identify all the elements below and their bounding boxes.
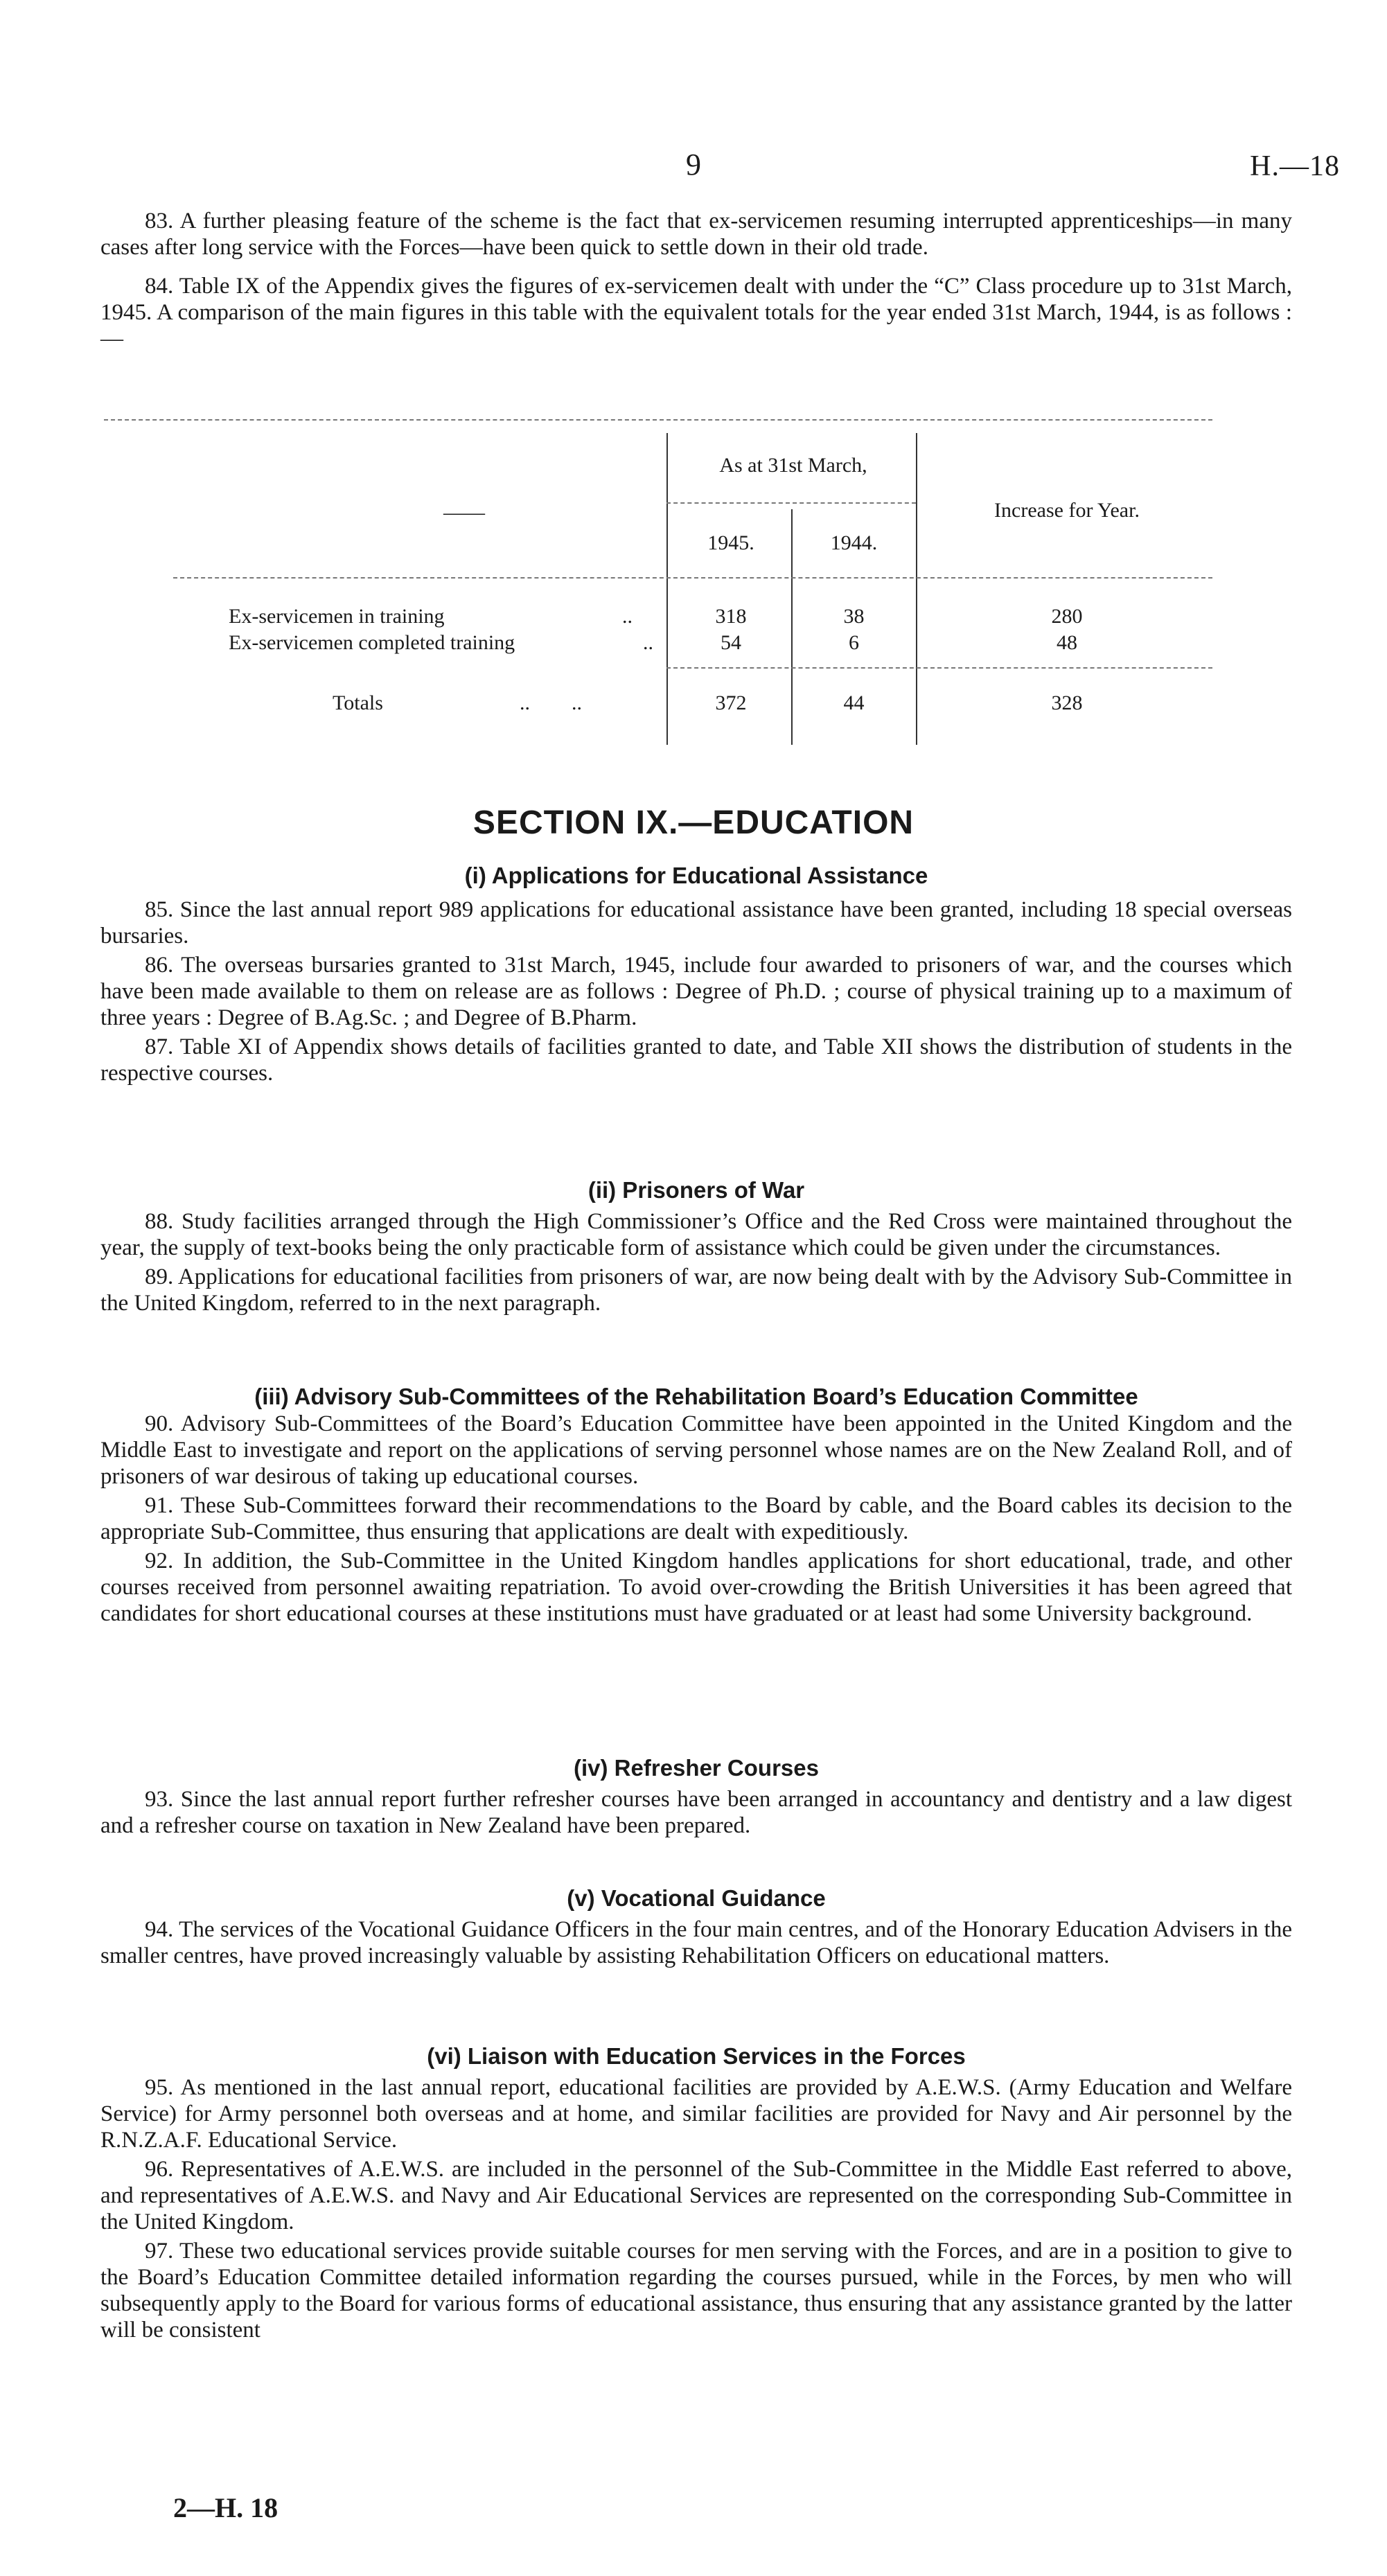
totals-1944: 44 <box>843 691 865 714</box>
cell-1945: 318 <box>715 605 747 628</box>
paragraph-93: 93. Since the last annual report further refresher courses have been arranged in accountancy and dentistry and a law digest and a refresher course on taxation in New Zealand have been prepared. <box>100 1787 1292 1838</box>
group-header: As at 31st March, <box>719 454 867 477</box>
paragraph-87: 87. Table XI of Appendix shows details of facilities granted to date, and Table XII shows the distribution of students in the respective courses. <box>100 1034 1292 1086</box>
totals-leader: .. .. <box>520 691 582 714</box>
subsection-heading: (iv) Refresher Courses <box>574 1755 819 1781</box>
subsection-liaison <box>100 2043 1292 2343</box>
cell-1945: 54 <box>721 631 741 654</box>
subsection-heading: (vi) Liaison with Education Services in the Forces <box>427 2043 966 2069</box>
stub-header: —— <box>443 501 485 524</box>
footer-signature: 2—H. 18 <box>173 2492 279 2523</box>
subsection-heading: (v) Vocational Guidance <box>567 1885 826 1911</box>
page-number: 9 <box>686 148 701 182</box>
col-header-increase: Increase for Year. <box>994 499 1140 522</box>
table-rule <box>666 433 668 745</box>
paragraph-85: 85. Since the last annual report 989 applications for educational assistance have been granted, including 18 special overseas bursaries. <box>100 897 1292 949</box>
paragraph-84: 84. Table IX of the Appendix gives the figures of ex-servicemen dealt with under the “C” Class procedure up to 31st March, 1945. A comparison of the main figures in this table with the equivalent totals for the year ended 31st March, 1944, is as follows :— <box>100 274 1292 351</box>
subsection-vocational-guidance <box>100 1885 1292 1969</box>
paragraph-83: 83. A further pleasing feature of the scheme is the fact that ex-servicemen resuming interrupted apprenticeships—in many cases after long service with the Forces—have been quick to settle down in their old trade. <box>100 209 1292 260</box>
paragraph-89: 89. Applications for educational facilities from prisoners of war, are now being dealt with by the Advisory Sub-Committee in the United Kingdom, referred to in the next paragraph. <box>100 1264 1292 1316</box>
paragraph-92: 92. In addition, the Sub-Committee in the United Kingdom handles applications for short educational, trade, and other courses received from personnel awaiting repatriation. To avoid over-crowding the British Universities it has been agreed that candidates for short educational courses at these institutions must have graduated or at least had some University background. <box>100 1549 1292 1626</box>
table-rule <box>104 419 1212 421</box>
subsection-heading: (ii) Prisoners of War <box>588 1177 805 1203</box>
row-leader: .. <box>622 605 633 628</box>
col-header-1945: 1945. <box>707 531 754 554</box>
row-leader: .. <box>643 631 653 654</box>
subsection-heading: (iii) Advisory Sub-Committees of the Rehabilitation Board’s Education Committee <box>254 1384 1138 1409</box>
paragraph-97: 97. These two educational services provide suitable courses for men serving with the Forces, and are in a position to give to the Board’s Education Committee detailed information regarding the courses pursued, while in the Forces, by men who will subsequently apply to the Board for various forms of educational assistance, thus ensuring that any assistance granted by the latter will be consistent <box>100 2239 1292 2343</box>
paragraph-95: 95. As mentioned in the last annual report, educational facilities are provided by A.E.W.S. (Army Education and Welfare Service) for Army personnel both overseas and at home, and similar facilities are provided for Navy and Air personnel by the R.N.Z.A.F. Educational Service. <box>100 2075 1292 2153</box>
subsection-heading: (i) Applications for Educational Assistance <box>464 863 928 888</box>
document-reference: H.—18 <box>1250 150 1340 182</box>
cell-increase: 280 <box>1051 605 1083 628</box>
table-rule <box>916 433 917 745</box>
paragraph-86: 86. The overseas bursaries granted to 31st March, 1945, include four awarded to prisoners of war, and the courses which have been made available to them on release are as follows : Degree of Ph.D. ; course of physical training up to a maximum of three years : Degree of B.Ag.Sc. ; and Degree of B.Pharm. <box>100 953 1292 1030</box>
subsection-prisoners-of-war <box>100 1176 1292 1316</box>
section-title: SECTION IX.—EDUCATION <box>472 804 915 841</box>
cell-increase: 48 <box>1057 631 1077 654</box>
cell-1944: 6 <box>849 631 859 654</box>
subsection-advisory-sub-committees <box>100 1383 1292 1627</box>
intro-text <box>100 208 1292 352</box>
totals-1945: 372 <box>715 691 747 714</box>
subsection-refresher-courses <box>100 1754 1292 1839</box>
paragraph-88: 88. Study facilities arranged through the High Commissioner’s Office and the Red Cross were maintained throughout the year, the supply of text-books being the only practicable form of assistance which could be given under the circumstances. <box>100 1209 1292 1260</box>
totals-label: Totals <box>333 691 383 714</box>
cell-1944: 38 <box>843 605 865 628</box>
table-rule <box>791 509 793 745</box>
table-rule <box>666 667 1212 669</box>
paragraph-90: 90. Advisory Sub-Committees of the Board’s Education Committee have been appointed in the United Kingdom and the Middle East to investigate and report on the applications of serving personnel whose names are on the New Zealand Roll, and of prisoners of war desirous of taking up educational courses. <box>100 1411 1292 1489</box>
paragraph-96: 96. Representatives of A.E.W.S. are included in the personnel of the Sub-Committee in the Middle East referred to above, and representatives of A.E.W.S. and Navy and Air Educational Services are represented on the corresponding Sub-Committee in the United Kingdom. <box>100 2157 1292 2234</box>
subsection-applications <box>100 862 1292 1086</box>
table-rule <box>173 577 1212 579</box>
row-label: Ex-servicemen completed training <box>229 631 515 654</box>
totals-increase: 328 <box>1051 691 1083 714</box>
table-rule <box>666 502 916 504</box>
col-header-1944: 1944. <box>830 531 878 554</box>
paragraph-91: 91. These Sub-Committees forward their recommendations to the Board by cable, and the Board cables its decision to the appropriate Sub-Committee, thus ensuring that applications are dealt with expeditiously. <box>100 1493 1292 1544</box>
comparison-table <box>229 419 1212 752</box>
paragraph-94: 94. The services of the Vocational Guidance Officers in the four main centres, and of the Honorary Education Advisers in the smaller centres, have proved increasingly valuable by assisting Rehabilitation Officers on educational matters. <box>100 1917 1292 1968</box>
row-label: Ex-servicemen in training <box>229 605 445 628</box>
